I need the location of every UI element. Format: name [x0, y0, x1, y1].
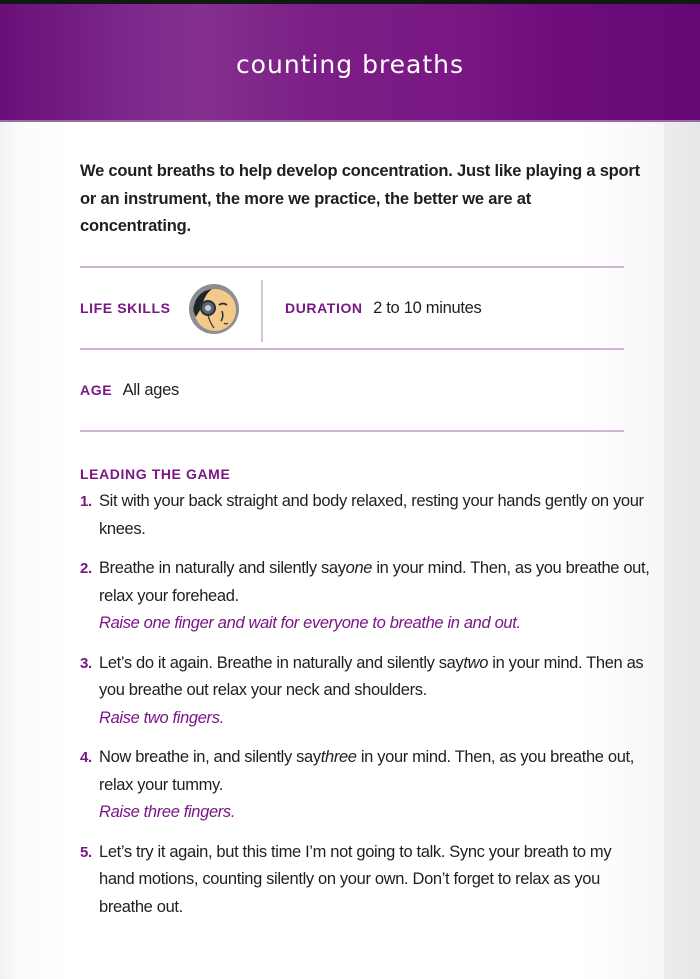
step-text-end: in your mind. Then as you breathe out relax your neck and shoulders.: [99, 653, 644, 699]
step-emphasis: two: [463, 653, 489, 672]
step-number: 1 .: [80, 488, 92, 516]
age-field: [80, 381, 179, 400]
page-title: counting breaths: [235, 50, 465, 79]
section-title: LEADING THE GAME: [80, 466, 231, 482]
life-skills-label: LIFE SKILLS: [80, 300, 171, 316]
list-item: [80, 650, 650, 733]
step-number: 5 .: [80, 839, 92, 867]
step-number: 4 .: [80, 744, 92, 772]
step-text: Let’s do it again. Breathe in naturally and silently say: [99, 653, 464, 672]
step-text: Sit with your back straight and body relaxed, resting your hands gently on your knees.: [99, 492, 644, 538]
step-note: Raise two fingers.: [99, 708, 224, 727]
step-text: Breathe in naturally and silently say: [99, 559, 346, 577]
step-number: 2 .: [80, 555, 92, 583]
step-number: 3 .: [80, 650, 92, 678]
list-item: [80, 555, 650, 638]
divider-top: [80, 266, 624, 268]
step-note: Raise one finger and wait for everyone to breathe in and out.: [99, 614, 521, 632]
age-value: All ages: [122, 381, 179, 399]
divider-middle: [80, 348, 624, 350]
step-text: Let’s try it again, but this time I’m not going to talk. Sync your breath to my hand motions, counting silently on your own. Don’t forget to relax as you breathe out.: [99, 842, 612, 916]
list-item: [80, 488, 650, 543]
intro-paragraph: We count breaths to help develop concentration. Just like playing a sport or an instrument, the more we practice, the better we are at concentrating.: [80, 162, 640, 235]
divider-bottom: [80, 430, 624, 432]
duration-value: 2 to 10 minutes: [373, 299, 482, 317]
page-header: [0, 4, 700, 122]
step-note: Raise three fingers.: [99, 803, 236, 821]
step-text: Now breathe in, and silently say: [99, 748, 321, 766]
duration-field: [285, 299, 481, 318]
step-text-end: in your mind. Then, as you breathe out, relax your tummy.: [99, 748, 634, 794]
steps-list: [80, 488, 650, 933]
age-label: AGE: [80, 382, 113, 398]
life-skills-field: [80, 300, 171, 318]
step-emphasis: one: [345, 559, 373, 577]
list-item: [80, 839, 650, 922]
duration-label: DURATION: [285, 300, 363, 316]
meta-divider: [261, 280, 263, 342]
concentration-face-icon: [188, 283, 240, 335]
step-text-end: in your mind. Then, as you breathe out, relax your forehead.: [99, 559, 650, 605]
step-emphasis: three: [320, 748, 357, 766]
list-item: [80, 744, 650, 827]
